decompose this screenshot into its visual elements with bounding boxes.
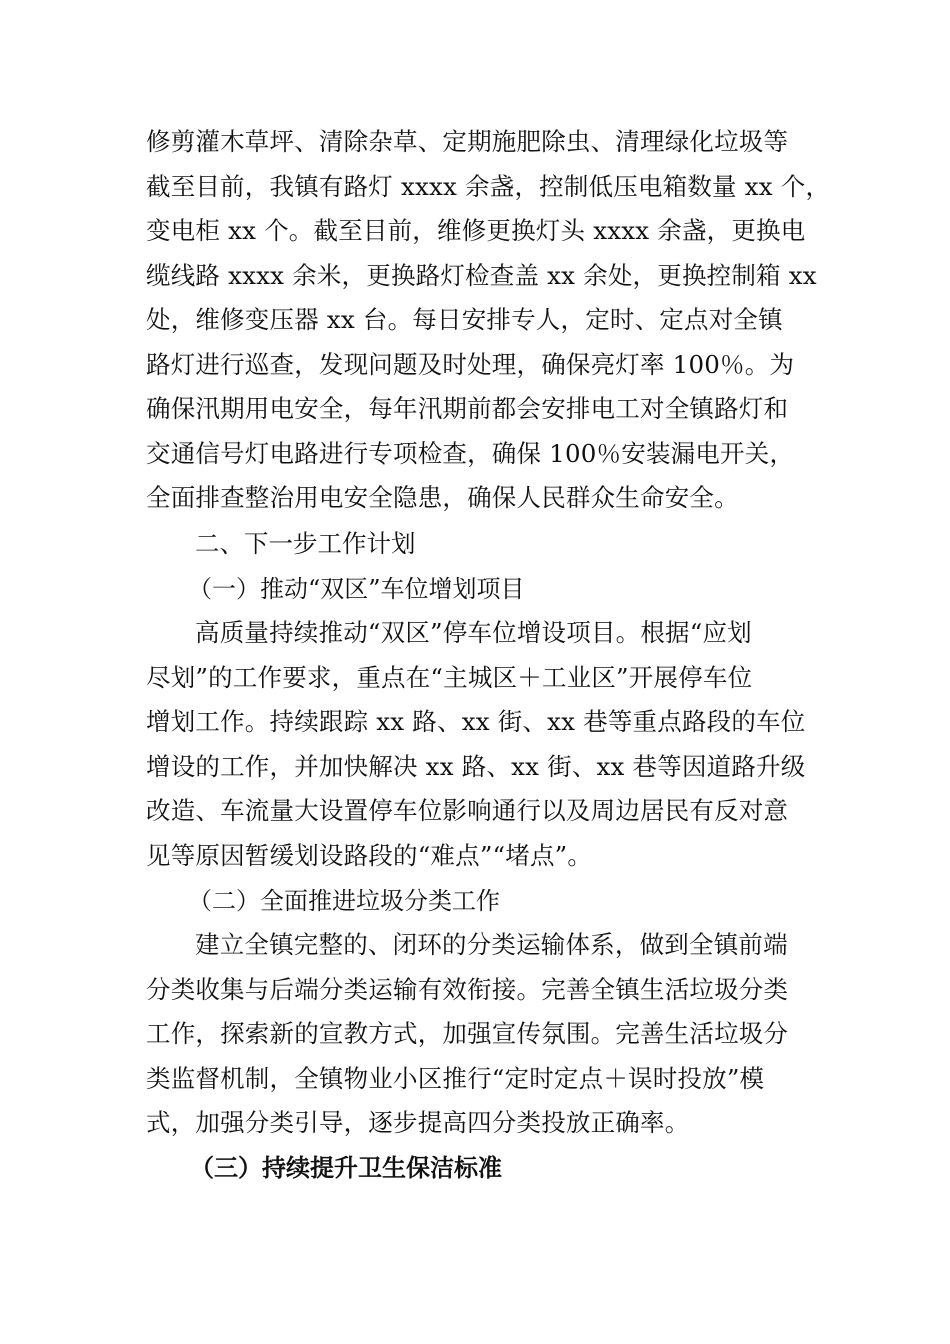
paragraph-line: 修剪灌木草坪、清除杂草、定期施肥除虫、清理绿化垃圾等	[146, 127, 789, 156]
paragraph-line: 见等原因暂缓划设路段的“难点”“堵点”。	[146, 841, 593, 870]
paragraph-line: 缆线路 xxxx 余米，更换路灯检查盖 xx 余处，更换控制箱 xx	[146, 261, 817, 290]
paragraph-line: 分类收集与后端分类运输有效衔接。完善全镇生活垃圾分类	[146, 975, 789, 1004]
paragraph-line: 变电柜 xx 个。截至目前，维修更换灯头 xxxx 余盏，更换电	[146, 216, 806, 245]
paragraph-line: 处，维修变压器 xx 台。每日安排专人，定时、定点对全镇	[146, 305, 783, 334]
paragraph-line: 截至目前，我镇有路灯 xxxx 余盏，控制低压电箱数量 xx 个，	[146, 172, 831, 201]
paragraph-line: 类监督机制，全镇物业小区推行“定时定点＋误时投放”模	[146, 1064, 765, 1093]
paragraph-line: 增划工作。持续跟踪 xx 路、xx 街、xx 巷等重点路段的车位	[146, 707, 806, 736]
paragraph-line: 工作，探索新的宣教方式，加强宣传氛围。完善生活垃圾分	[146, 1019, 789, 1048]
paragraph-line: 高质量持续推动“双区”停车位增设项目。根据“应划	[195, 618, 752, 647]
section-heading: 二、下一步工作计划	[195, 529, 416, 558]
paragraph-line: 增设的工作，并加快解决 xx 路、xx 街、xx 巷等因道路升级	[146, 752, 806, 781]
paragraph-line: 交通信号灯电路进行专项检查，确保 100％安装漏电开关，	[146, 439, 795, 468]
subsection-title-1: （一）推动“双区”车位增划项目	[188, 575, 525, 603]
paragraph-line: 式，加强分类引导，逐步提高四分类投放正确率。	[146, 1108, 690, 1137]
paragraph-line: 路灯进行巡查，发现问题及时处理，确保亮灯率 100％。为	[146, 350, 795, 379]
subsection-title-2: （二）全面推进垃圾分类工作	[188, 887, 500, 915]
paragraph-line: 改造、车流量大设置停车位影响通行以及周边居民有反对意	[146, 796, 789, 825]
subsection-title-3: （三）持续提升卫生保洁标准	[190, 1153, 502, 1182]
paragraph-line: 全面排查整治用电安全隐患，确保人民群众生命安全。	[146, 483, 739, 512]
paragraph-line: 建立全镇完整的、闭环的分类运输体系，做到全镇前端	[195, 930, 788, 959]
paragraph-line: 尽划”的工作要求，重点在“主城区＋工业区”开展停车位	[146, 663, 753, 692]
paragraph-line: 确保汛期用电安全，每年汛期前都会安排电工对全镇路灯和	[146, 394, 789, 423]
